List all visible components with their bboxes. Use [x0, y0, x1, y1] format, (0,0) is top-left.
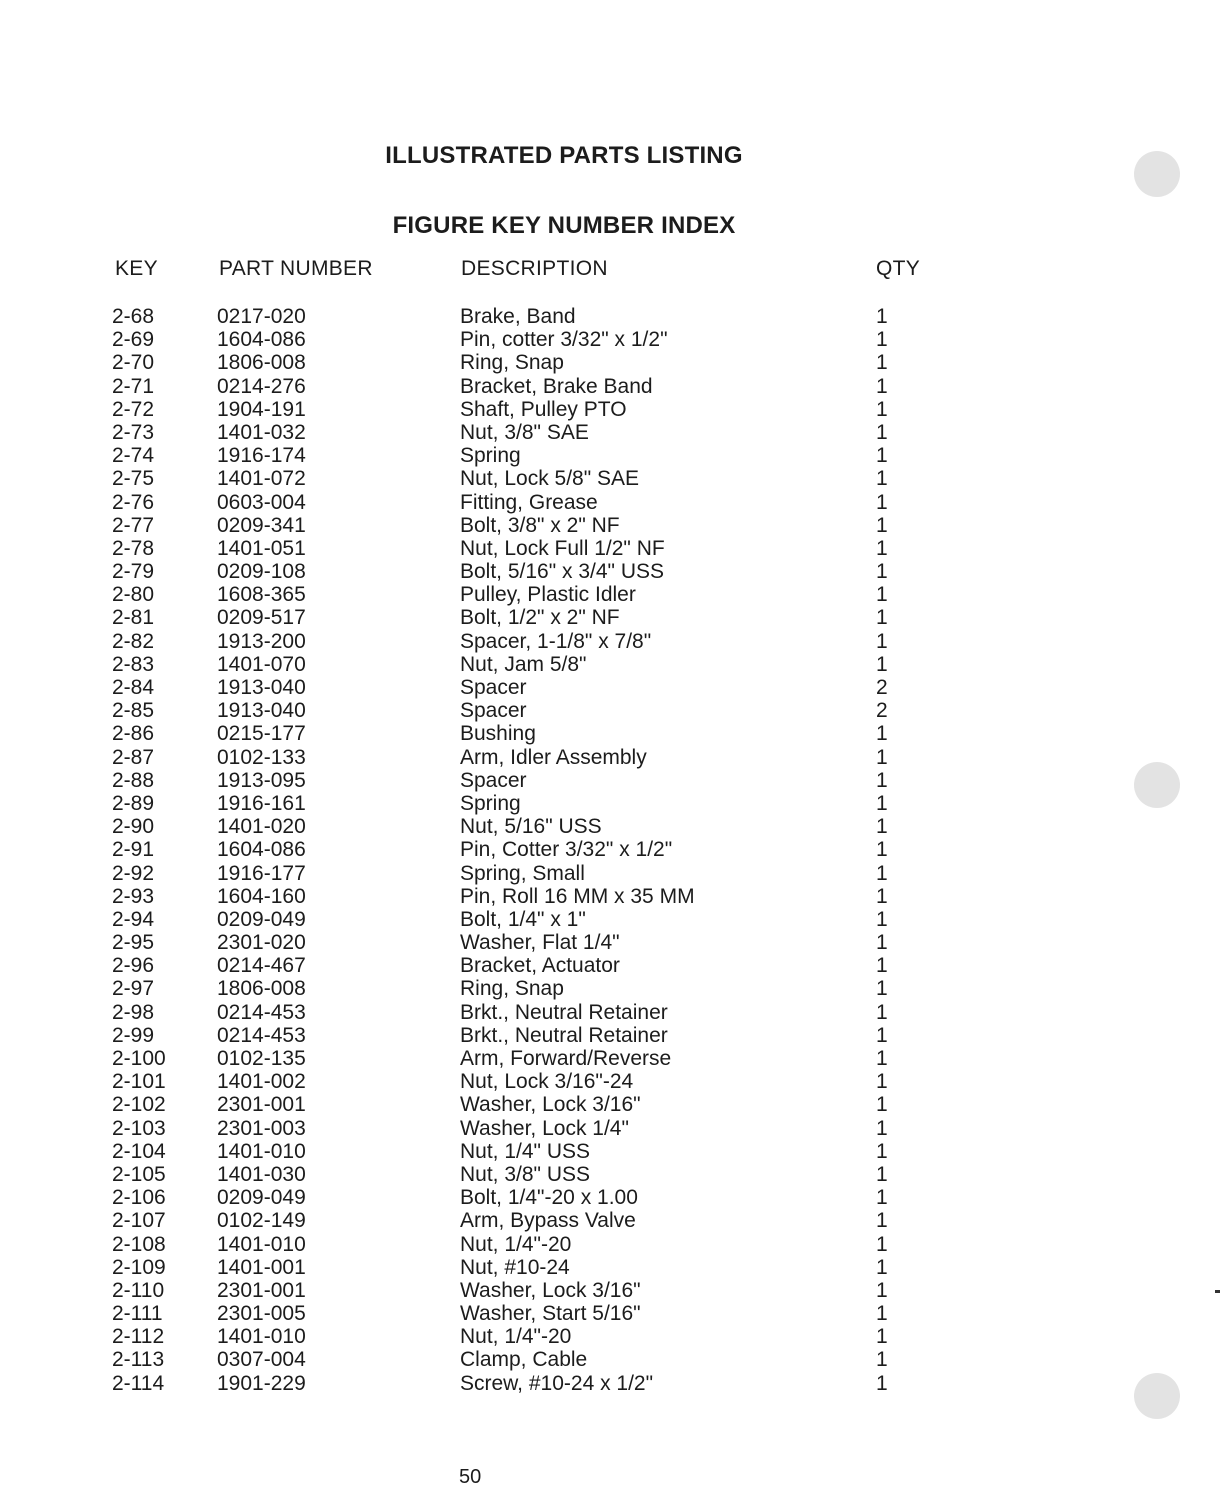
cell-part-number: 0603-004 — [217, 490, 306, 514]
cell-description: Brake, Band — [460, 305, 576, 328]
table-row — [0, 1372, 1000, 1395]
table-row — [0, 375, 1000, 398]
cell-part-number: 2301-001 — [217, 1278, 306, 1302]
table-row — [0, 676, 1000, 699]
cell-key: 2-114 — [112, 1371, 165, 1395]
cell-description: Bracket, Brake Band — [460, 374, 653, 398]
cell-description: Spacer — [460, 676, 527, 699]
cell-part-number: 1806-008 — [217, 977, 306, 1001]
cell-qty: 1 — [876, 1162, 888, 1186]
cell-qty: 1 — [876, 652, 888, 676]
cell-key: 2-102 — [112, 1093, 166, 1117]
cell-part-number: 1913-095 — [217, 768, 306, 792]
cell-description: Washer, Lock 1/4" — [460, 1116, 629, 1140]
cell-part-number: 0209-517 — [217, 606, 306, 630]
cell-key: 2-74 — [112, 444, 155, 468]
cell-description: Nut, 1/4"-20 — [460, 1325, 572, 1349]
cell-description: Arm, Idler Assembly — [460, 745, 647, 769]
cell-qty: 1 — [876, 1116, 888, 1140]
cell-description: Nut, 1/4"-20 — [460, 1232, 572, 1256]
cell-key: 2-100 — [112, 1047, 166, 1070]
cell-key: 2-75 — [112, 467, 155, 491]
cell-part-number: 1806-008 — [217, 351, 306, 375]
cell-description: Spring, Small — [460, 861, 585, 885]
cell-key: 2-68 — [112, 305, 155, 328]
cell-part-number: 0217-020 — [217, 305, 306, 328]
cell-qty: 2 — [876, 699, 888, 723]
cell-key: 2-73 — [112, 420, 155, 444]
cell-part-number: 0209-049 — [217, 907, 306, 931]
cell-part-number: 0214-453 — [217, 1000, 306, 1024]
table-row — [0, 1163, 1000, 1186]
cell-description: Bolt, 1/4"-20 x 1.00 — [460, 1186, 638, 1210]
cell-qty: 1 — [876, 1139, 888, 1163]
table-row — [0, 1209, 1000, 1232]
table-row — [0, 1279, 1000, 1302]
cell-key: 2-94 — [112, 907, 155, 931]
cell-part-number: 0214-467 — [217, 954, 306, 978]
cell-key: 2-79 — [112, 560, 155, 584]
cell-part-number: 0102-135 — [217, 1047, 306, 1070]
cell-key: 2-82 — [112, 629, 155, 653]
cell-key: 2-72 — [112, 397, 155, 421]
cell-description: Brkt., Neutral Retainer — [460, 1023, 668, 1047]
cell-qty: 1 — [876, 768, 888, 792]
cell-part-number: 0215-177 — [217, 722, 306, 746]
cell-description: Spring — [460, 444, 521, 468]
table-row — [0, 351, 1000, 374]
cell-key: 2-86 — [112, 722, 155, 746]
cell-key: 2-93 — [112, 884, 155, 908]
cell-description: Fitting, Grease — [460, 490, 598, 514]
cell-key: 2-89 — [112, 791, 155, 815]
cell-description: Nut, 3/8" SAE — [460, 420, 589, 444]
cell-part-number: 1901-229 — [217, 1371, 306, 1395]
cell-key: 2-113 — [112, 1348, 165, 1372]
cell-key: 2-106 — [112, 1186, 166, 1210]
cell-qty: 1 — [876, 467, 888, 491]
cell-description: Nut, #10-24 — [460, 1255, 570, 1279]
cell-qty: 1 — [876, 907, 888, 931]
cell-part-number: 1916-174 — [217, 444, 306, 468]
cell-part-number: 1401-070 — [217, 652, 306, 676]
table-row — [0, 444, 1000, 467]
cell-key: 2-85 — [112, 699, 155, 723]
table-row — [0, 931, 1000, 954]
table-row — [0, 560, 1000, 583]
table-row — [0, 746, 1000, 769]
cell-key: 2-99 — [112, 1023, 155, 1047]
cell-qty: 1 — [876, 374, 888, 398]
table-row — [0, 398, 1000, 421]
cell-description: Nut, Lock 3/16"-24 — [460, 1070, 634, 1094]
cell-qty: 1 — [876, 328, 888, 352]
parts-table — [0, 305, 1000, 1395]
cell-qty: 1 — [876, 351, 888, 375]
table-row — [0, 1348, 1000, 1371]
table-row — [0, 537, 1000, 560]
cell-part-number: 1401-020 — [217, 815, 306, 839]
table-row — [0, 722, 1000, 745]
cell-description: Washer, Start 5/16" — [460, 1302, 641, 1326]
cell-qty: 1 — [876, 444, 888, 468]
cell-qty: 1 — [876, 954, 888, 978]
cell-qty: 1 — [876, 1070, 888, 1094]
cell-part-number: 2301-005 — [217, 1302, 306, 1326]
cell-key: 2-71 — [112, 374, 155, 398]
table-row — [0, 514, 1000, 537]
cell-key: 2-107 — [112, 1209, 166, 1233]
cell-description: Pin, Cotter 3/32" x 1/2" — [460, 838, 673, 862]
column-header-part-number: PART NUMBER — [219, 257, 373, 280]
table-row — [0, 1186, 1000, 1209]
cell-key: 2-69 — [112, 328, 155, 352]
cell-part-number: 1401-072 — [217, 467, 306, 491]
cell-qty: 1 — [876, 791, 888, 815]
table-row — [0, 653, 1000, 676]
cell-qty: 1 — [876, 815, 888, 839]
cell-description: Washer, Lock 3/16" — [460, 1093, 641, 1117]
cell-key: 2-98 — [112, 1000, 155, 1024]
cell-part-number: 0209-108 — [217, 560, 306, 584]
cell-part-number: 1608-365 — [217, 583, 306, 607]
cell-key: 2-76 — [112, 490, 155, 514]
cell-key: 2-112 — [112, 1325, 165, 1349]
cell-key: 2-84 — [112, 676, 155, 699]
cell-qty: 1 — [876, 1302, 888, 1326]
cell-qty: 1 — [876, 305, 888, 328]
cell-qty: 1 — [876, 884, 888, 908]
table-row — [0, 1233, 1000, 1256]
table-row — [0, 1093, 1000, 1116]
column-header-key: KEY — [115, 257, 158, 280]
cell-part-number: 0214-276 — [217, 374, 306, 398]
cell-key: 2-96 — [112, 954, 155, 978]
cell-key: 2-104 — [112, 1139, 166, 1163]
cell-key: 2-111 — [112, 1302, 163, 1326]
cell-part-number: 2301-003 — [217, 1116, 306, 1140]
cell-qty: 1 — [876, 606, 888, 630]
cell-key: 2-103 — [112, 1116, 166, 1140]
cell-key: 2-101 — [112, 1070, 166, 1094]
cell-description: Pin, Roll 16 MM x 35 MM — [460, 884, 695, 908]
cell-part-number: 1401-010 — [217, 1325, 306, 1349]
column-header-description: DESCRIPTION — [461, 257, 608, 280]
cell-key: 2-77 — [112, 513, 155, 537]
edge-mark — [1215, 1290, 1220, 1293]
cell-qty: 1 — [876, 1047, 888, 1070]
table-row — [0, 1117, 1000, 1140]
cell-qty: 1 — [876, 1209, 888, 1233]
cell-part-number: 1913-200 — [217, 629, 306, 653]
cell-key: 2-108 — [112, 1232, 166, 1256]
table-row — [0, 1047, 1000, 1070]
cell-description: Ring, Snap — [460, 977, 564, 1001]
page-subtitle: FIGURE KEY NUMBER INDEX — [392, 212, 736, 239]
cell-key: 2-80 — [112, 583, 155, 607]
cell-qty: 1 — [876, 861, 888, 885]
cell-description: Nut, 3/8" USS — [460, 1162, 591, 1186]
cell-key: 2-70 — [112, 351, 155, 375]
cell-part-number: 1401-002 — [217, 1070, 306, 1094]
cell-part-number: 1913-040 — [217, 676, 306, 699]
cell-part-number: 1401-010 — [217, 1139, 306, 1163]
table-row — [0, 583, 1000, 606]
table-row — [0, 1256, 1000, 1279]
cell-qty: 2 — [876, 676, 888, 699]
table-row — [0, 792, 1000, 815]
cell-qty: 1 — [876, 1232, 888, 1256]
cell-description: Bracket, Actuator — [460, 954, 620, 978]
cell-qty: 1 — [876, 1371, 888, 1395]
table-row — [0, 862, 1000, 885]
cell-part-number: 1401-001 — [217, 1255, 306, 1279]
cell-description: Washer, Lock 3/16" — [460, 1278, 641, 1302]
cell-description: Ring, Snap — [460, 351, 564, 375]
cell-description: Nut, Jam 5/8" — [460, 652, 587, 676]
table-row — [0, 1325, 1000, 1348]
table-row — [0, 699, 1000, 722]
binder-hole — [1134, 1373, 1180, 1419]
cell-part-number: 2301-001 — [217, 1093, 306, 1117]
cell-key: 2-81 — [112, 606, 155, 630]
cell-part-number: 0209-341 — [217, 513, 306, 537]
table-row — [0, 630, 1000, 653]
cell-qty: 1 — [876, 977, 888, 1001]
table-row — [0, 908, 1000, 931]
table-row — [0, 1302, 1000, 1325]
cell-key: 2-90 — [112, 815, 155, 839]
cell-qty: 1 — [876, 397, 888, 421]
table-row — [0, 328, 1000, 351]
cell-qty: 1 — [876, 536, 888, 560]
cell-key: 2-95 — [112, 931, 155, 955]
binder-hole — [1134, 762, 1180, 808]
cell-part-number: 1916-161 — [217, 791, 306, 815]
page-title: ILLUSTRATED PARTS LISTING — [385, 142, 743, 169]
cell-description: Pulley, Plastic Idler — [460, 583, 636, 607]
cell-part-number: 1401-030 — [217, 1162, 306, 1186]
table-row — [0, 815, 1000, 838]
cell-qty: 1 — [876, 1325, 888, 1349]
cell-qty: 1 — [876, 629, 888, 653]
cell-description: Spacer, 1-1/8" x 7/8" — [460, 629, 652, 653]
table-row — [0, 606, 1000, 629]
cell-key: 2-83 — [112, 652, 155, 676]
cell-description: Arm, Bypass Valve — [460, 1209, 636, 1233]
cell-description: Nut, Lock Full 1/2" NF — [460, 536, 665, 560]
cell-part-number: 1401-032 — [217, 420, 306, 444]
cell-key: 2-78 — [112, 536, 155, 560]
cell-description: Brkt., Neutral Retainer — [460, 1000, 668, 1024]
cell-part-number: 2301-020 — [217, 931, 306, 955]
table-row — [0, 954, 1000, 977]
table-row — [0, 467, 1000, 490]
cell-description: Spacer — [460, 699, 527, 723]
table-row — [0, 1140, 1000, 1163]
cell-description: Bolt, 1/2" x 2" NF — [460, 606, 620, 630]
cell-qty: 1 — [876, 838, 888, 862]
cell-qty: 1 — [876, 490, 888, 514]
table-row — [0, 977, 1000, 1000]
cell-qty: 1 — [876, 722, 888, 746]
cell-description: Bushing — [460, 722, 536, 746]
cell-qty: 1 — [876, 420, 888, 444]
table-row — [0, 885, 1000, 908]
cell-description: Nut, 5/16" USS — [460, 815, 602, 839]
cell-description: Pin, cotter 3/32" x 1/2" — [460, 328, 668, 352]
table-row — [0, 421, 1000, 444]
cell-description: Bolt, 5/16" x 3/4" USS — [460, 560, 665, 584]
cell-part-number: 0102-133 — [217, 745, 306, 769]
cell-description: Shaft, Pulley PTO — [460, 397, 627, 421]
cell-key: 2-97 — [112, 977, 155, 1001]
column-header-qty: QTY — [876, 257, 921, 280]
table-row — [0, 305, 1000, 328]
cell-qty: 1 — [876, 1093, 888, 1117]
cell-part-number: 1904-191 — [217, 397, 306, 421]
cell-qty: 1 — [876, 583, 888, 607]
page-number: 50 — [459, 1466, 482, 1488]
cell-part-number: 1401-051 — [217, 536, 306, 560]
cell-part-number: 0214-453 — [217, 1023, 306, 1047]
cell-part-number: 1604-086 — [217, 838, 306, 862]
table-row — [0, 1001, 1000, 1024]
cell-part-number: 1401-010 — [217, 1232, 306, 1256]
cell-qty: 1 — [876, 1023, 888, 1047]
cell-qty: 1 — [876, 1348, 888, 1372]
table-row — [0, 491, 1000, 514]
cell-qty: 1 — [876, 1255, 888, 1279]
cell-key: 2-87 — [112, 745, 155, 769]
cell-qty: 1 — [876, 1278, 888, 1302]
table-row — [0, 769, 1000, 792]
cell-key: 2-110 — [112, 1278, 165, 1302]
cell-part-number: 0209-049 — [217, 1186, 306, 1210]
cell-qty: 1 — [876, 513, 888, 537]
cell-description: Nut, Lock 5/8" SAE — [460, 467, 640, 491]
cell-key: 2-92 — [112, 861, 155, 885]
cell-description: Screw, #10-24 x 1/2" — [460, 1371, 654, 1395]
table-row — [0, 1070, 1000, 1093]
cell-description: Bolt, 3/8" x 2" NF — [460, 513, 620, 537]
cell-description: Washer, Flat 1/4" — [460, 931, 620, 955]
cell-key: 2-105 — [112, 1162, 166, 1186]
cell-qty: 1 — [876, 745, 888, 769]
cell-description: Nut, 1/4" USS — [460, 1139, 591, 1163]
cell-description: Bolt, 1/4" x 1" — [460, 907, 586, 931]
cell-description: Clamp, Cable — [460, 1348, 588, 1372]
cell-part-number: 1916-177 — [217, 861, 306, 885]
cell-key: 2-91 — [112, 838, 155, 862]
cell-description: Spacer — [460, 768, 527, 792]
cell-qty: 1 — [876, 1186, 888, 1210]
cell-part-number: 0307-004 — [217, 1348, 306, 1372]
cell-part-number: 1604-086 — [217, 328, 306, 352]
table-row — [0, 1024, 1000, 1047]
cell-part-number: 0102-149 — [217, 1209, 306, 1233]
table-row — [0, 838, 1000, 861]
cell-part-number: 1913-040 — [217, 699, 306, 723]
cell-part-number: 1604-160 — [217, 884, 306, 908]
cell-qty: 1 — [876, 560, 888, 584]
cell-qty: 1 — [876, 1000, 888, 1024]
cell-description: Spring — [460, 791, 521, 815]
binder-hole — [1134, 151, 1180, 197]
cell-description: Arm, Forward/Reverse — [460, 1047, 672, 1070]
cell-qty: 1 — [876, 931, 888, 955]
cell-key: 2-88 — [112, 768, 155, 792]
cell-key: 2-109 — [112, 1255, 166, 1279]
